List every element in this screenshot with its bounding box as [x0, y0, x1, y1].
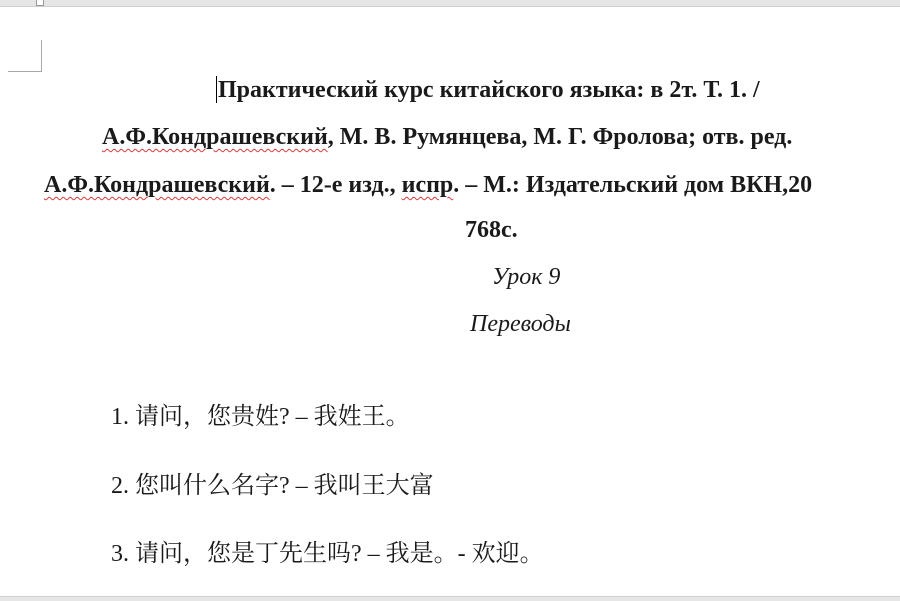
- list-item: 2. 您叫什么名字? – 我叫王大富: [111, 473, 434, 499]
- list-item: 3. 请问，您是丁先生吗? – 我是。- 欢迎。: [111, 541, 544, 567]
- lesson-subtitle: Переводы: [470, 311, 571, 337]
- citation-line-3: [44, 170, 812, 200]
- lesson-title: Урок 9: [492, 264, 561, 290]
- bottom-page-gap: [0, 596, 900, 601]
- citation-line-1: Практический курс китайского языка: в 2т. Т. 1. /: [218, 77, 760, 103]
- author-name-misspelled[interactable]: А.Ф.Кондрашевский: [102, 124, 328, 150]
- author-name-misspelled-2[interactable]: А.Ф.Кондрашевский: [44, 172, 270, 198]
- ispr-misspelled[interactable]: испр: [401, 172, 454, 198]
- citation-line-2-rest: , М. В. Румянцева, М. Г. Фролова; отв. ред.: [327, 124, 793, 150]
- citation-line-4: 768с.: [465, 217, 518, 243]
- citation-line-3-rest: . – М.: Издательский дом ВКН,20: [453, 172, 813, 198]
- text-cursor: [216, 76, 217, 103]
- citation-line-3-mid: . – 12-е изд.,: [269, 172, 402, 198]
- citation-line-2: [102, 122, 792, 152]
- list-item: 1. 请问，您贵姓? – 我姓王。: [111, 404, 410, 430]
